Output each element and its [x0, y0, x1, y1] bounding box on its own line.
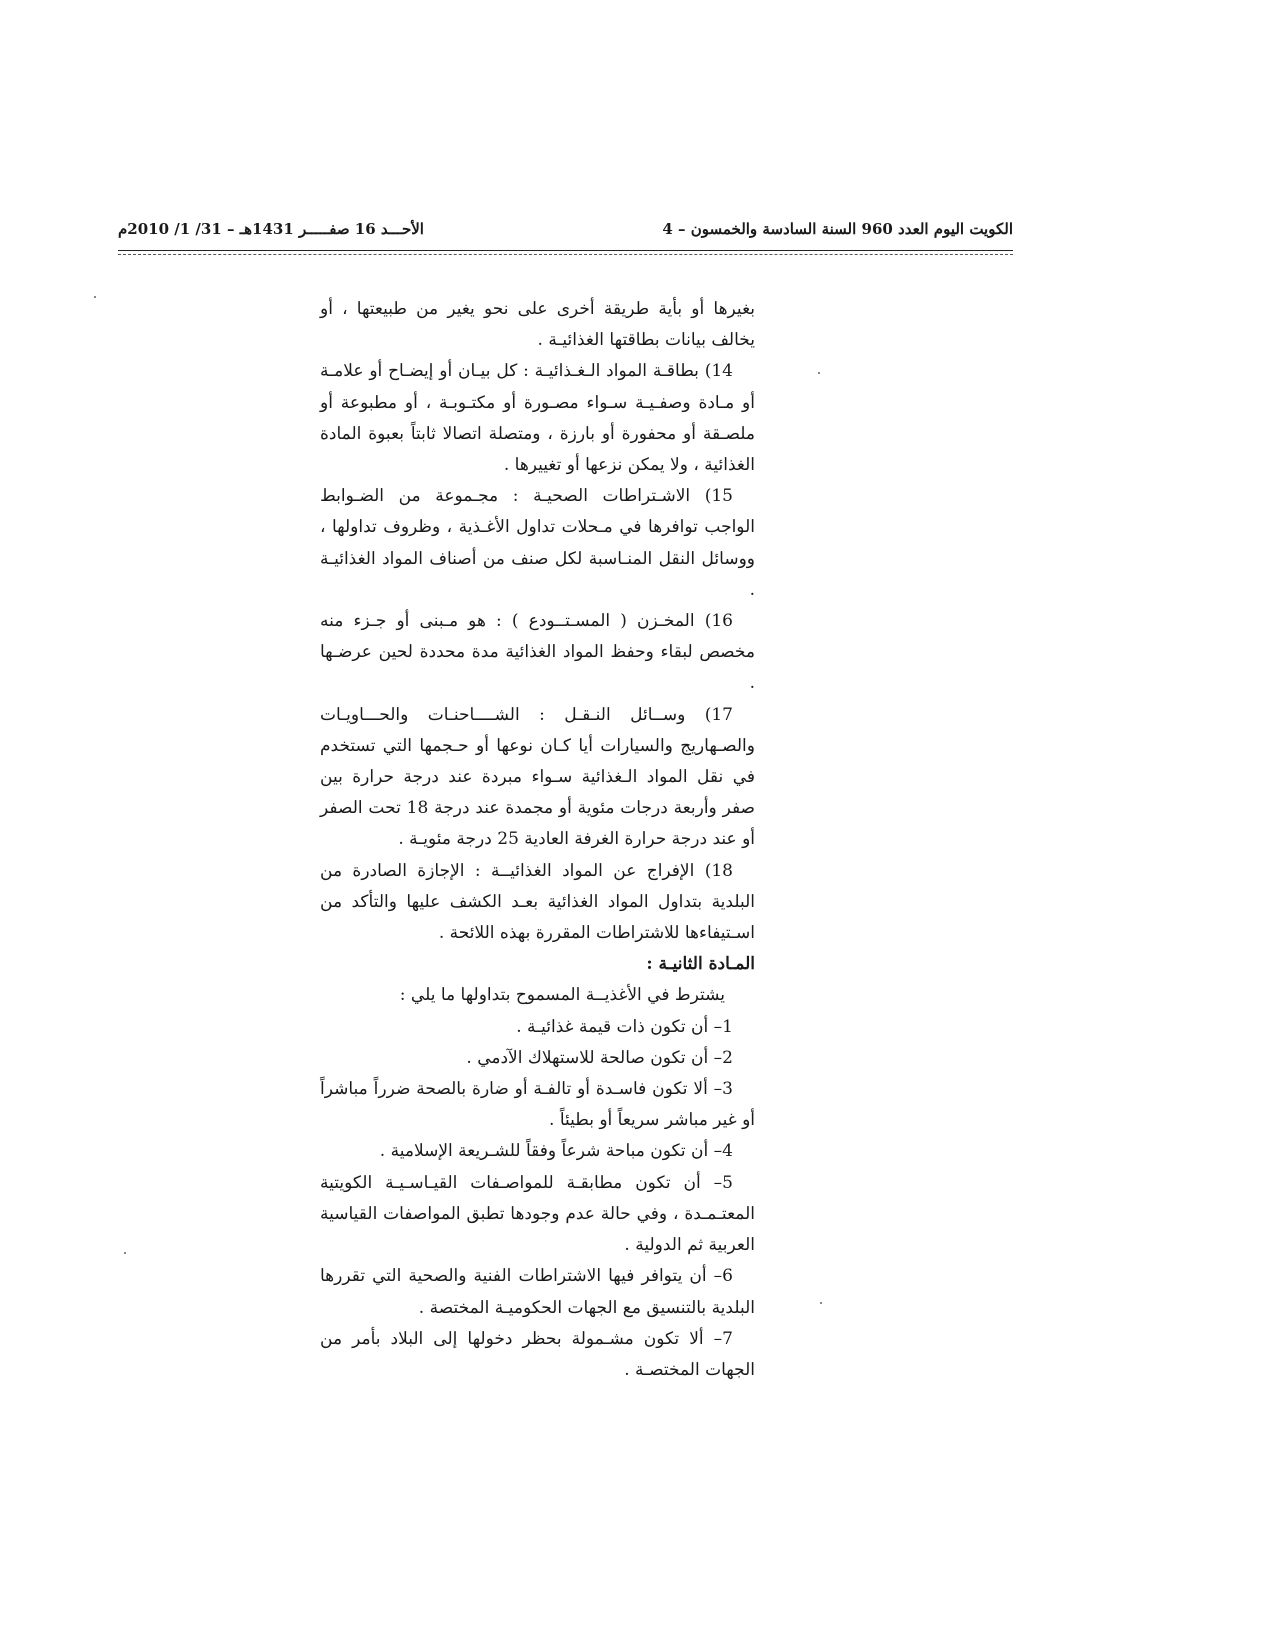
definition-17: 17) وســائل النـقـل : الشــــاحنـات والحـــاويـات والصـهاريج والسيارات أيا كـان نوعها أو حـجمها التي تستخدم في نقل المواد الـغذائية سـواء مبردة عند درجة حرارة بين صفر وأربعة درجات مئوية أو مجمدة عند درجة 18 تحت الصفر أو عند درجة حرارة الغرفة العادية 25 درجة مئويـة . [320, 704, 755, 850]
condition-2: 2– أن تكون صالحة للاستهلاك الآدمي . [466, 1047, 733, 1068]
condition-1: 1– أن تكون ذات قيمة غذائيـة . [516, 1016, 733, 1037]
definition-16: 16) المخـزن ( المسـتــودع ) : هو مـبنى أو جـزء منه مخصص لبقاء وحفظ المواد الغذائية مدة محددة لحين عرضـها . [320, 611, 755, 694]
header-rule [118, 250, 1013, 251]
condition-4: 4– أن تكون مباحة شرعاً وفقاً للشـريعة الإسلامية . [379, 1141, 733, 1162]
intro-continuation: بغيرها أو بأية طريقة أخرى على نحو يغير من طبيعتها ، أو يخالف بيانات بطاقتها الغذائيـة . [320, 299, 755, 351]
article-two-lead: يشترط في الأغذيــة المسموح بتداولها ما يلي : [399, 985, 725, 1006]
scan-speck [818, 372, 820, 374]
date-line: الأحـــد 16 صفـــــر 1431هـ – 31/ 1/ 2010م [118, 220, 424, 238]
text-column [320, 294, 755, 1386]
definition-14: 14) بطاقـة المواد الـغـذائيـة : كل بيـان أو إيضـاح أو علامـة أو مـادة وصفـيـة سـواء مصـورة أو مكتـوبـة ، أو مطبوعة أو ملصـقة أو محفورة أو بارزة ، ومتصلة اتصالا ثابتاً بعبوة المادة الغذائية ، ولا يمكن نزعها أو تغييرها . [320, 361, 755, 476]
condition-6: 6– أن يتوافر فيها الاشتراطات الفنية والصحية التي تقررها البلدية بالتنسيق مع الجهات الحكوميـة المختصة . [320, 1266, 755, 1318]
page-header [118, 220, 1013, 250]
scan-speck [820, 1302, 822, 1304]
article-two-heading: المـادة الثانيـة : [646, 954, 755, 975]
definition-18: 18) الإفراج عن المواد الغذائيــة : الإجازة الصادرة من البلدية بتداول المواد الغذائية بعـد الكشف عليها والتأكد من اسـتيفاءها للاشتراطات المقررة بهذه اللائحة . [320, 860, 755, 944]
header-rule-secondary [118, 254, 1013, 255]
scan-speck [94, 296, 96, 298]
condition-7: 7– ألا تكون مشـمولة بحظر دخولها إلى البلاد بأمر من الجهات المختصـة . [320, 1328, 755, 1380]
scan-speck [124, 1252, 126, 1254]
definition-15: 15) الاشـتراطات الصحيـة : مجـموعة من الضـوابط الواجب توافرها في مـحلات تداول الأغـذية ، وظروف تداولها ، ووسائل النقل المنـاسبة لكل صنف من أصناف المواد الغذائيـة . [320, 486, 755, 600]
issue-line: الكويت اليوم العدد 960 السنة السادسة والخمسون – 4 [662, 220, 1013, 238]
condition-3: 3– ألا تكون فاسـدة أو تالفـة أو ضارة بالصحة ضرراً مباشراً أو غير مباشر سريعاً أو بطيئاً . [320, 1079, 755, 1131]
condition-5: 5– أن تكون مطابقـة للمواصـفات القيـاسـيـة الكويتية المعتـمـدة ، وفي حالة عدم وجودها تطبق المواصفات القياسية العربية ثم الدولية . [320, 1172, 755, 1256]
